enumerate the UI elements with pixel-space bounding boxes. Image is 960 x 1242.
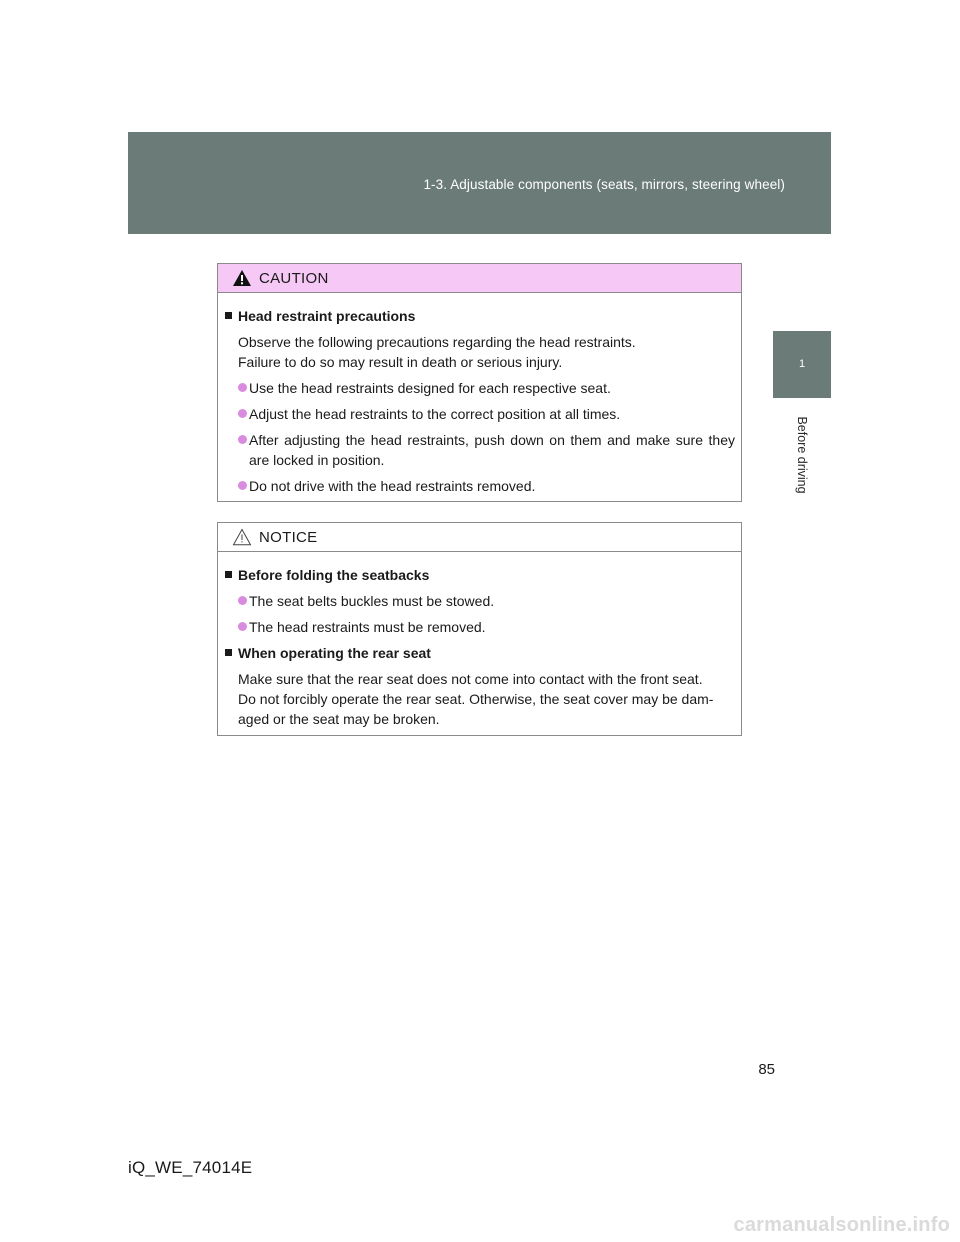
notice-body (218, 552, 741, 729)
list-item: The head restraints must be removed. (218, 617, 741, 637)
page-header (128, 132, 831, 234)
section-title: 1-3. Adjustable components (seats, mirrors, steering wheel) (423, 177, 785, 192)
list-item: Use the head restraints designed for each respective seat. (218, 378, 741, 398)
intro-line: Observe the following precautions regarding the head restraints. (238, 334, 636, 350)
chapter-label (793, 405, 811, 505)
paragraph-line: Make sure that the rear seat does not come into contact with the front seat. (238, 671, 703, 687)
caution-intro (218, 332, 741, 372)
caution-header (218, 264, 741, 293)
document-code: iQ_WE_74014E (128, 1158, 253, 1177)
circle-bullet-icon (238, 596, 247, 605)
chapter-number: 1 (798, 358, 806, 370)
circle-bullet-icon (238, 481, 247, 490)
caution-box (217, 263, 742, 502)
warning-triangle-outline-icon (232, 528, 252, 546)
paragraph-line: aged or the seat may be broken. (238, 711, 440, 727)
chapter-tab (773, 331, 831, 398)
warning-triangle-filled-icon (232, 269, 252, 287)
circle-bullet-icon (238, 622, 247, 631)
page-number: 85 (758, 1061, 775, 1078)
caution-body (218, 293, 741, 496)
notice-label: NOTICE (259, 529, 318, 546)
square-bullet-icon (225, 312, 232, 319)
notice-box (217, 522, 742, 736)
intro-line: Failure to do so may result in death or serious injury. (238, 354, 563, 370)
list-item: Adjust the head restraints to the correct position at all times. (218, 404, 741, 424)
paragraph-line: Do not forcibly operate the rear seat. Otherwise, the seat cover may be dam- (238, 691, 714, 707)
list-item: The seat belts buckles must be stowed. (218, 591, 741, 611)
rear-seat-paragraph (218, 669, 741, 729)
circle-bullet-icon (238, 383, 247, 392)
notice-heading-seatbacks: Before folding the seatbacks (218, 565, 741, 585)
square-bullet-icon (225, 571, 232, 578)
watermark: carmanualsonline.info (733, 1214, 950, 1236)
caution-heading: Head restraint precautions (218, 306, 741, 326)
circle-bullet-icon (238, 409, 247, 418)
chapter-label-text: Before driving (795, 416, 809, 494)
list-item: After adjusting the head restraints, push down on them and make sure they are locked in position. (218, 430, 741, 470)
notice-heading-rear-seat: When operating the rear seat (218, 643, 741, 663)
square-bullet-icon (225, 649, 232, 656)
circle-bullet-icon (238, 435, 247, 444)
caution-label: CAUTION (259, 270, 329, 287)
notice-header (218, 523, 741, 552)
list-item: Do not drive with the head restraints removed. (218, 476, 741, 496)
